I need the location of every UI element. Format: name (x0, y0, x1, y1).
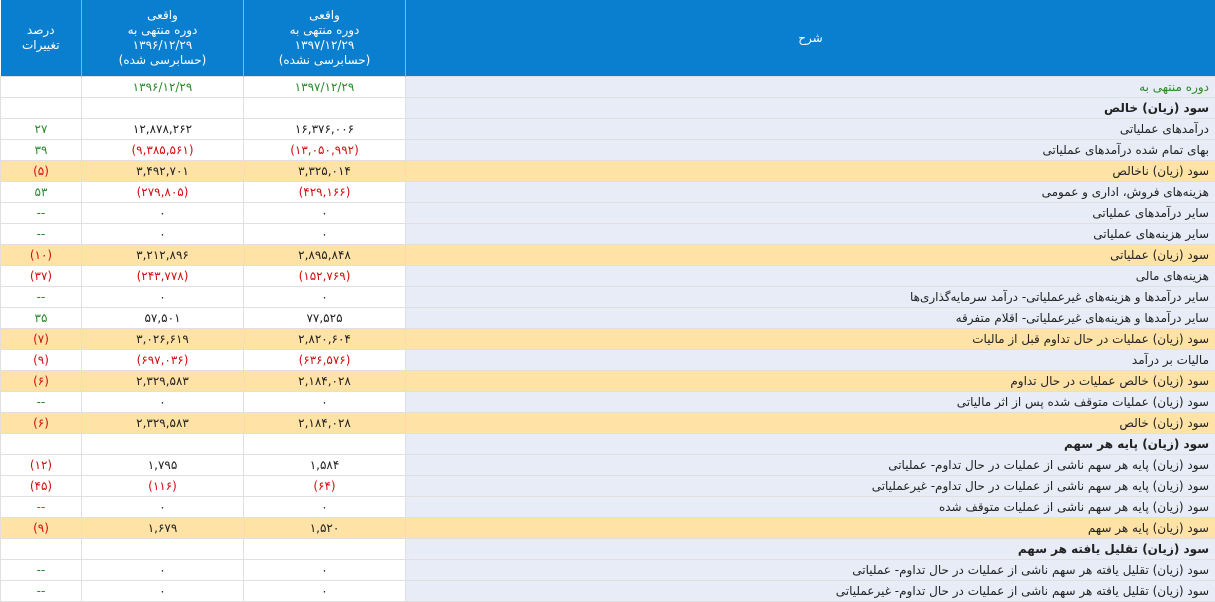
row-pct-change: -- (1, 203, 82, 224)
row-description: سایر درآمدهای عملیاتی (406, 203, 1215, 224)
row-description: سود (زیان) خالص (406, 413, 1215, 434)
header-description: شرح (406, 0, 1215, 77)
row-pct-change: (۹) (1, 518, 82, 539)
table-row (1, 266, 1215, 287)
row-pct-change: -- (1, 224, 82, 245)
table-row (1, 581, 1215, 602)
row-previous-value: ۰ (82, 560, 244, 581)
table-row (1, 77, 1215, 98)
table-row (1, 455, 1215, 476)
row-description: سایر درآمدها و هزینه‌های غیرعملیاتی- درآمد سرمایه‌گذاری‌ها (406, 287, 1215, 308)
table-row (1, 287, 1215, 308)
table-row (1, 329, 1215, 350)
row-description: مالیات بر درآمد (406, 350, 1215, 371)
row-current-value: ۰ (244, 560, 406, 581)
row-description: سایر هزینه‌های عملیاتی (406, 224, 1215, 245)
row-pct-change (1, 539, 82, 560)
row-previous-value: ۰ (82, 581, 244, 602)
row-current-value (244, 539, 406, 560)
row-pct-change: (۱۰) (1, 245, 82, 266)
row-current-value: (۱۳,۰۵۰,۹۹۲) (244, 140, 406, 161)
row-description: هزینه‌های مالی (406, 266, 1215, 287)
table-row (1, 518, 1215, 539)
header-current-period: واقعی دوره منتهی به ۱۳۹۷/۱۲/۲۹ (حسابرسی نشده) (244, 0, 406, 77)
row-previous-value: (۲۴۳,۷۷۸) (82, 266, 244, 287)
row-previous-value: ۰ (82, 203, 244, 224)
row-previous-value: ۳,۰۲۶,۶۱۹ (82, 329, 244, 350)
row-previous-value: ۵۷,۵۰۱ (82, 308, 244, 329)
row-current-value: (۶۴) (244, 476, 406, 497)
row-description: سود (زیان) پایه هر سهم (406, 518, 1215, 539)
row-current-value: ۱۶,۳۷۶,۰۰۶ (244, 119, 406, 140)
row-current-value (244, 434, 406, 455)
row-current-value: ۳,۳۲۵,۰۱۴ (244, 161, 406, 182)
row-pct-change: (۱۲) (1, 455, 82, 476)
row-previous-value (82, 98, 244, 119)
row-description: سود (زیان) تقلیل یافته هر سهم ناشی از عملیات در حال تداوم- عملیاتی (406, 560, 1215, 581)
row-pct-change: -- (1, 560, 82, 581)
row-pct-change (1, 98, 82, 119)
row-current-value: ۲,۸۹۵,۸۴۸ (244, 245, 406, 266)
table-row (1, 161, 1215, 182)
row-pct-change: ۵۳ (1, 182, 82, 203)
row-description: سود (زیان) خالص (406, 98, 1215, 119)
row-previous-value (82, 434, 244, 455)
row-pct-change: -- (1, 392, 82, 413)
row-pct-change: (۴۵) (1, 476, 82, 497)
row-previous-value (82, 539, 244, 560)
row-previous-value: (۶۹۷,۰۳۶) (82, 350, 244, 371)
row-previous-value: (۲۷۹,۸۰۵) (82, 182, 244, 203)
row-current-value: ۰ (244, 287, 406, 308)
row-current-value (244, 98, 406, 119)
row-current-value: ۰ (244, 203, 406, 224)
row-current-value: ۲,۱۸۴,۰۲۸ (244, 413, 406, 434)
row-previous-value: ۰ (82, 287, 244, 308)
row-current-value: ۱,۵۲۰ (244, 518, 406, 539)
table-row (1, 560, 1215, 581)
row-previous-value: ۰ (82, 497, 244, 518)
row-current-value: (۴۲۹,۱۶۶) (244, 182, 406, 203)
table-row (1, 392, 1215, 413)
row-previous-value: ۲,۳۲۹,۵۸۳ (82, 413, 244, 434)
table-row (1, 119, 1215, 140)
row-description: بهای تمام شده درآمدهای عملیاتی (406, 140, 1215, 161)
row-pct-change: (۶) (1, 371, 82, 392)
table-row (1, 539, 1215, 560)
row-pct-change: -- (1, 581, 82, 602)
row-pct-change (1, 434, 82, 455)
row-current-value: (۱۵۲,۷۶۹) (244, 266, 406, 287)
row-description: دوره منتهی به (406, 77, 1215, 98)
table-row (1, 434, 1215, 455)
row-previous-value: ۳,۴۹۲,۷۰۱ (82, 161, 244, 182)
row-pct-change: (۶) (1, 413, 82, 434)
row-previous-value: ۱۲,۸۷۸,۲۶۲ (82, 119, 244, 140)
row-pct-change: (۵) (1, 161, 82, 182)
table-row (1, 245, 1215, 266)
row-description: سود (زیان) عملیاتی (406, 245, 1215, 266)
row-description: سود (زیان) تقلیل یافته هر سهم (406, 539, 1215, 560)
row-description: سود (زیان) پایه هر سهم (406, 434, 1215, 455)
table-row (1, 98, 1215, 119)
row-description: سایر درآمدها و هزینه‌های غیرعملیاتی- اقلام متفرقه (406, 308, 1215, 329)
header-previous-period: واقعی دوره منتهی به ۱۳۹۶/۱۲/۲۹ (حسابرسی شده) (82, 0, 244, 77)
row-pct-change: ۳۵ (1, 308, 82, 329)
table-body (1, 77, 1215, 602)
row-description: سود (زیان) پایه هر سهم ناشی از عملیات در حال تداوم- عملیاتی (406, 455, 1215, 476)
row-previous-value: ۲,۳۲۹,۵۸۳ (82, 371, 244, 392)
row-pct-change: ۳۹ (1, 140, 82, 161)
table-row (1, 182, 1215, 203)
row-previous-value: ۳,۲۱۲,۸۹۶ (82, 245, 244, 266)
row-pct-change: -- (1, 287, 82, 308)
row-description: سود (زیان) عملیات متوقف شده پس از اثر مالیاتی (406, 392, 1215, 413)
row-current-value: ۰ (244, 497, 406, 518)
row-previous-value: ۰ (82, 224, 244, 245)
row-current-value: ۰ (244, 224, 406, 245)
row-description: سود (زیان) خالص عملیات در حال تداوم (406, 371, 1215, 392)
row-previous-value: (۱۱۶) (82, 476, 244, 497)
table-row (1, 350, 1215, 371)
row-current-value: ۲,۱۸۴,۰۲۸ (244, 371, 406, 392)
row-description: سود (زیان) پایه هر سهم ناشی از عملیات در حال تداوم- غیرعملیاتی (406, 476, 1215, 497)
row-pct-change: (۹) (1, 350, 82, 371)
table-row (1, 413, 1215, 434)
table-row (1, 224, 1215, 245)
table-row (1, 497, 1215, 518)
table-row (1, 203, 1215, 224)
row-previous-value: ۱,۷۹۵ (82, 455, 244, 476)
table-row (1, 371, 1215, 392)
row-pct-change (1, 77, 82, 98)
row-current-value: (۶۳۶,۵۷۶) (244, 350, 406, 371)
table-row (1, 308, 1215, 329)
header-pct-change: درصد تغییرات (1, 0, 82, 77)
row-previous-value: ۰ (82, 392, 244, 413)
row-pct-change: (۳۷) (1, 266, 82, 287)
row-pct-change: ۲۷ (1, 119, 82, 140)
row-description: سود (زیان) عملیات در حال تداوم قبل از مالیات (406, 329, 1215, 350)
row-description: درآمدهای عملیاتی (406, 119, 1215, 140)
row-previous-value: ۱۳۹۶/۱۲/۲۹ (82, 77, 244, 98)
row-current-value: ۱,۵۸۴ (244, 455, 406, 476)
header-row (1, 0, 1215, 77)
row-description: سود (زیان) ناخالص (406, 161, 1215, 182)
row-pct-change: -- (1, 497, 82, 518)
row-pct-change: (۷) (1, 329, 82, 350)
row-current-value: ۲,۸۲۰,۶۰۴ (244, 329, 406, 350)
row-current-value: ۰ (244, 581, 406, 602)
row-previous-value: (۹,۳۸۵,۵۶۱) (82, 140, 244, 161)
table-row (1, 140, 1215, 161)
row-current-value: ۱۳۹۷/۱۲/۲۹ (244, 77, 406, 98)
row-description: سود (زیان) پایه هر سهم ناشی از عملیات متوقف شده (406, 497, 1215, 518)
row-current-value: ۷۷,۵۲۵ (244, 308, 406, 329)
row-previous-value: ۱,۶۷۹ (82, 518, 244, 539)
row-description: سود (زیان) تقلیل یافته هر سهم ناشی از عملیات در حال تداوم- غیرعملیاتی (406, 581, 1215, 602)
row-description: هزینه‌های فروش، اداری و عمومی (406, 182, 1215, 203)
table-row (1, 476, 1215, 497)
row-current-value: ۰ (244, 392, 406, 413)
